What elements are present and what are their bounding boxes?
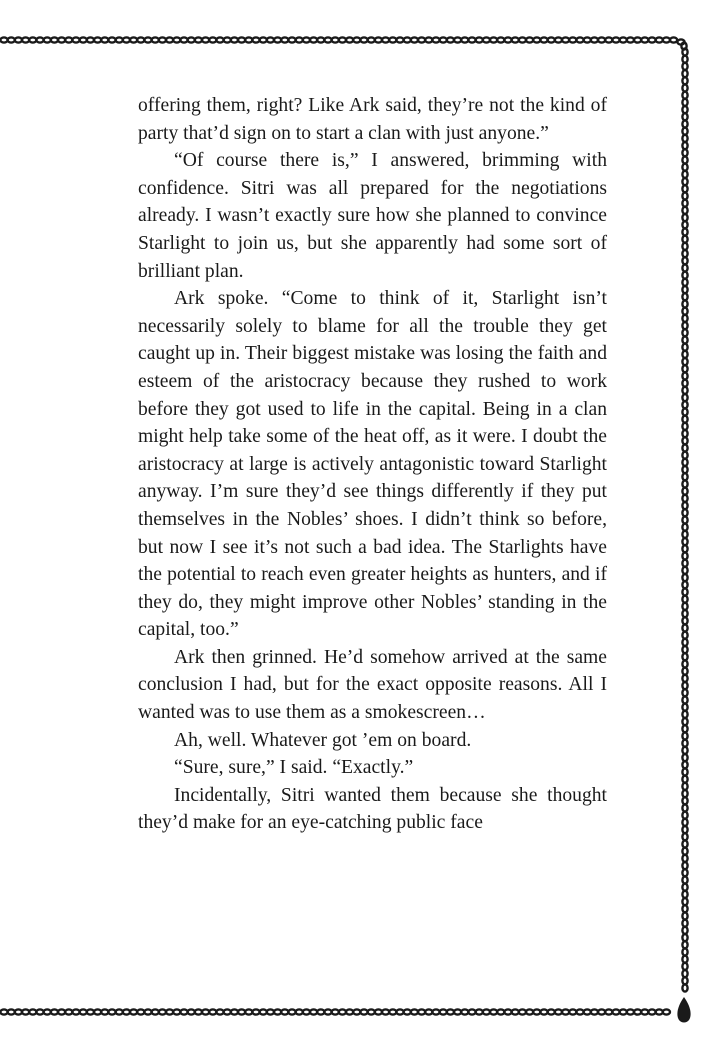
- teardrop-ornament: [677, 997, 690, 1023]
- paragraph: Ark then grinned. He’d somehow arrived at the same conclusion I had, but for the exact opposite reasons. All I wanted was to use them as a smokescreen…: [138, 646, 607, 724]
- chain-link: [663, 1009, 670, 1014]
- paragraph: offering them, right? Like Ark said, they’re not the kind of party that’d sign on to start a clan with just anyone.”: [138, 95, 607, 144]
- paragraph: Incidentally, Sitri wanted them because she thought they’d make for an eye-catching public face: [138, 784, 607, 834]
- paragraph: Ah, well. Whatever got ’em on board.: [174, 729, 472, 751]
- paragraph: “Of course there is,” I answered, brimming with confidence. Sitri was all prepared for the negotiations already. I wasn’t exactly sure how she planned to convince Starlight to join us, but she apparently had some sort of brilliant plan.: [138, 150, 607, 282]
- page-body: [138, 92, 607, 837]
- paragraph: Ark spoke. “Come to think of it, Starlight isn’t necessarily solely to blame for all the trouble they get caught up in. Their biggest mistake was losing the faith and esteem of the aristocracy because they rushed to work before they got used to life in the capital. Being in a clan might help take some of the heat off, as it were. I doubt the aristocracy at large is actively antagonistic toward Starlight anyway. I’m sure they’d see things differently if they put themselves in the Nobles’ shoes. I didn’t think so before, but now I see it’s not such a bad idea. The Starlights have the potential to reach even greater heights as hunters, and if they do, they might improve other Nobles’ standing in the capital, too.”: [138, 288, 607, 641]
- paragraph: “Sure, sure,” I said. “Exactly.”: [174, 757, 414, 779]
- chain-link: [670, 37, 677, 42]
- chain-link: [682, 984, 687, 991]
